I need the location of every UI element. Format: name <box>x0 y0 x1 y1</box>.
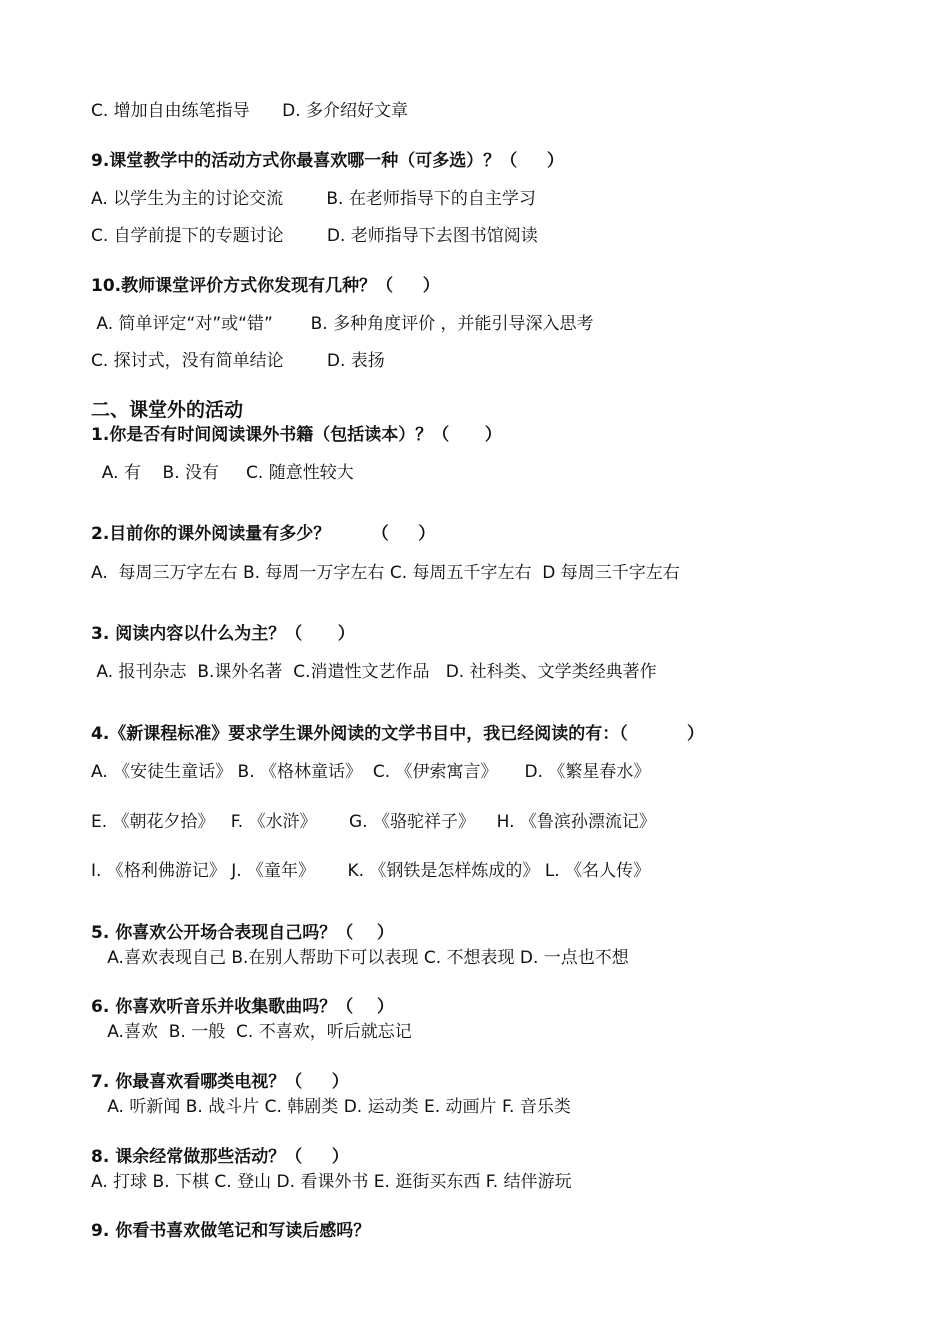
question-line: 3. 阅读内容以什么为主？（ ） <box>91 624 355 644</box>
question-line: 1.你是否有时间阅读课外书籍（包括读本）？（ ） <box>91 425 502 445</box>
question-line: 2.目前你的课外阅读量有多少？ （ ） <box>91 524 436 544</box>
question-line: 4.《新课程标准》要求学生课外阅读的文学书目中，我已经阅读的有：（ ） <box>91 724 704 744</box>
question-line: 7. 你最喜欢看哪类电视？（ ） <box>91 1072 349 1092</box>
question-line: 10.教师课堂评价方式你发现有几种？（ ） <box>91 276 440 296</box>
option-line: A. 听新闻 B. 战斗片 C. 韩剧类 D. 运动类 E. 动画片 F. 音乐类 <box>91 1097 571 1117</box>
option-line: I. 《格利佛游记》 J. 《童年》 K. 《钢铁是怎样炼成的》 L. 《名人传》 <box>91 861 651 881</box>
option-line: C. 增加自由练笔指导 D. 多介绍好文章 <box>91 101 408 121</box>
question-line: 8. 课余经常做那些活动？（ ） <box>91 1147 349 1167</box>
question-line: 9.课堂教学中的活动方式你最喜欢哪一种（可多选）？（ ） <box>91 151 564 171</box>
option-line: A. 以学生为主的讨论交流 B. 在老师指导下的自主学习 <box>91 189 536 209</box>
option-line: A.喜欢 B. 一般 C. 不喜欢，听后就忘记 <box>91 1022 412 1042</box>
option-line: C. 自学前提下的专题讨论 D. 老师指导下去图书馆阅读 <box>91 226 538 246</box>
option-line: A. 简单评定“对”或“错” B. 多种角度评价 ，并能引导深入思考 <box>91 314 594 334</box>
option-line: A. 有 B. 没有 C. 随意性较大 <box>91 463 354 483</box>
question-line: 6. 你喜欢听音乐并收集歌曲吗？（ ） <box>91 997 394 1017</box>
option-line: A. 每周三万字左右 B. 每周一万字左右 C. 每周五千字左右 D 每周三千字左右 <box>91 563 680 583</box>
option-line: E. 《朝花夕拾》 F. 《水浒》 G. 《骆驼祥子》 H. 《鲁滨孙漂流记》 <box>91 812 656 832</box>
option-line: A.喜欢表现自己 B.在别人帮助下可以表现 C. 不想表现 D. 一点也不想 <box>91 948 629 968</box>
question-line: 9. 你看书喜欢做笔记和写读后感吗？ <box>91 1221 371 1241</box>
question-line: 5. 你喜欢公开场合表现自己吗？（ ） <box>91 923 394 943</box>
option-line: A. 打球 B. 下棋 C. 登山 D. 看课外书 E. 逛街买东西 F. 结伴游玩 <box>91 1172 572 1192</box>
option-line: C. 探讨式，没有简单结论 D. 表扬 <box>91 351 385 371</box>
option-line: A. 《安徒生童话》 B. 《格林童话》 C. 《伊索寓言》 D. 《繁星春水》 <box>91 762 651 782</box>
section-heading: 二、课堂外的活动 <box>91 399 244 421</box>
option-line: A. 报刊杂志 B.课外名著 C.消遣性文艺作品 D. 社科类、文学类经典著作 <box>91 662 657 682</box>
